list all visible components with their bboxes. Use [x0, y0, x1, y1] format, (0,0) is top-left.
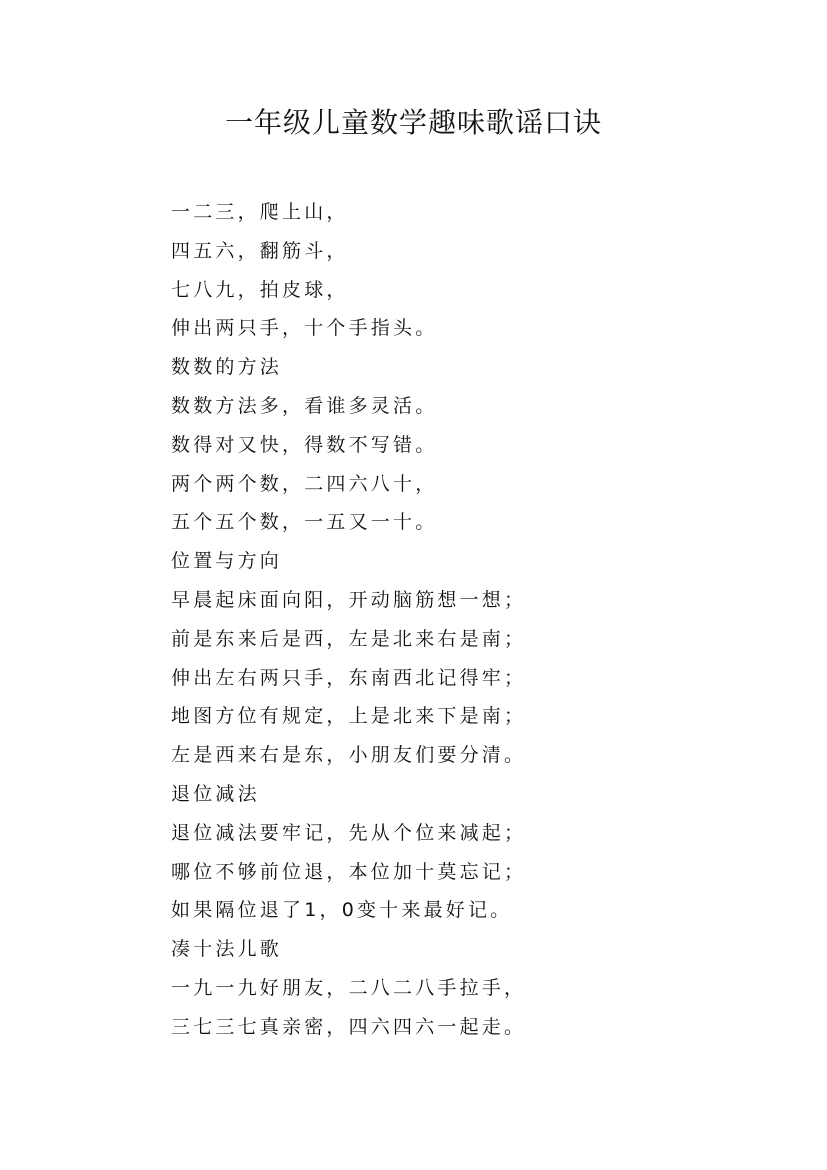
text-line: 四五六，翻筋斗，: [171, 239, 349, 262]
text-line: 七八九，拍皮球，: [171, 278, 349, 301]
text-line: 一九一九好朋友，二八二八手拉手，: [171, 976, 527, 999]
text-line: 退位减法要牢记，先从个位来减起；: [171, 821, 527, 844]
text-line: 数得对又快，得数不写错。: [171, 433, 438, 456]
text-line: 五个五个数，一五又一十。: [171, 511, 438, 534]
section-heading: 凑十法儿歌: [171, 938, 283, 961]
text-line: 早晨起床面向阳，开动脑筋想一想；: [171, 588, 527, 611]
text-line: 左是西来右是东，小朋友们要分清。: [171, 744, 527, 767]
section-heading: 位置与方向: [171, 550, 283, 573]
section-heading: 退位减法: [171, 782, 260, 805]
text-line: 哪位不够前位退，本位加十莫忘记；: [171, 860, 527, 883]
text-line: 数数方法多，看谁多灵活。: [171, 394, 438, 417]
text-line: 一二三，爬上山，: [171, 201, 349, 223]
text-line: 伸出两只手，十个手指头。: [171, 317, 438, 340]
text-line: 地图方位有规定，上是北来下是南；: [171, 705, 527, 728]
document-title: 一年级儿童数学趣味歌谣口诀: [224, 106, 602, 139]
text-line: 如果隔位退了1，0变十来最好记。: [171, 899, 513, 922]
text-line: 前是东来后是西，左是北来右是南；: [171, 627, 527, 650]
document-body: [171, 193, 731, 1047]
section-heading: 数数的方法: [171, 356, 283, 379]
text-line: 三七三七真亲密，四六四六一起走。: [171, 1015, 527, 1038]
text-line: 伸出左右两只手，东南西北记得牢；: [171, 666, 527, 689]
text-line: 两个两个数，二四六八十，: [171, 472, 438, 495]
